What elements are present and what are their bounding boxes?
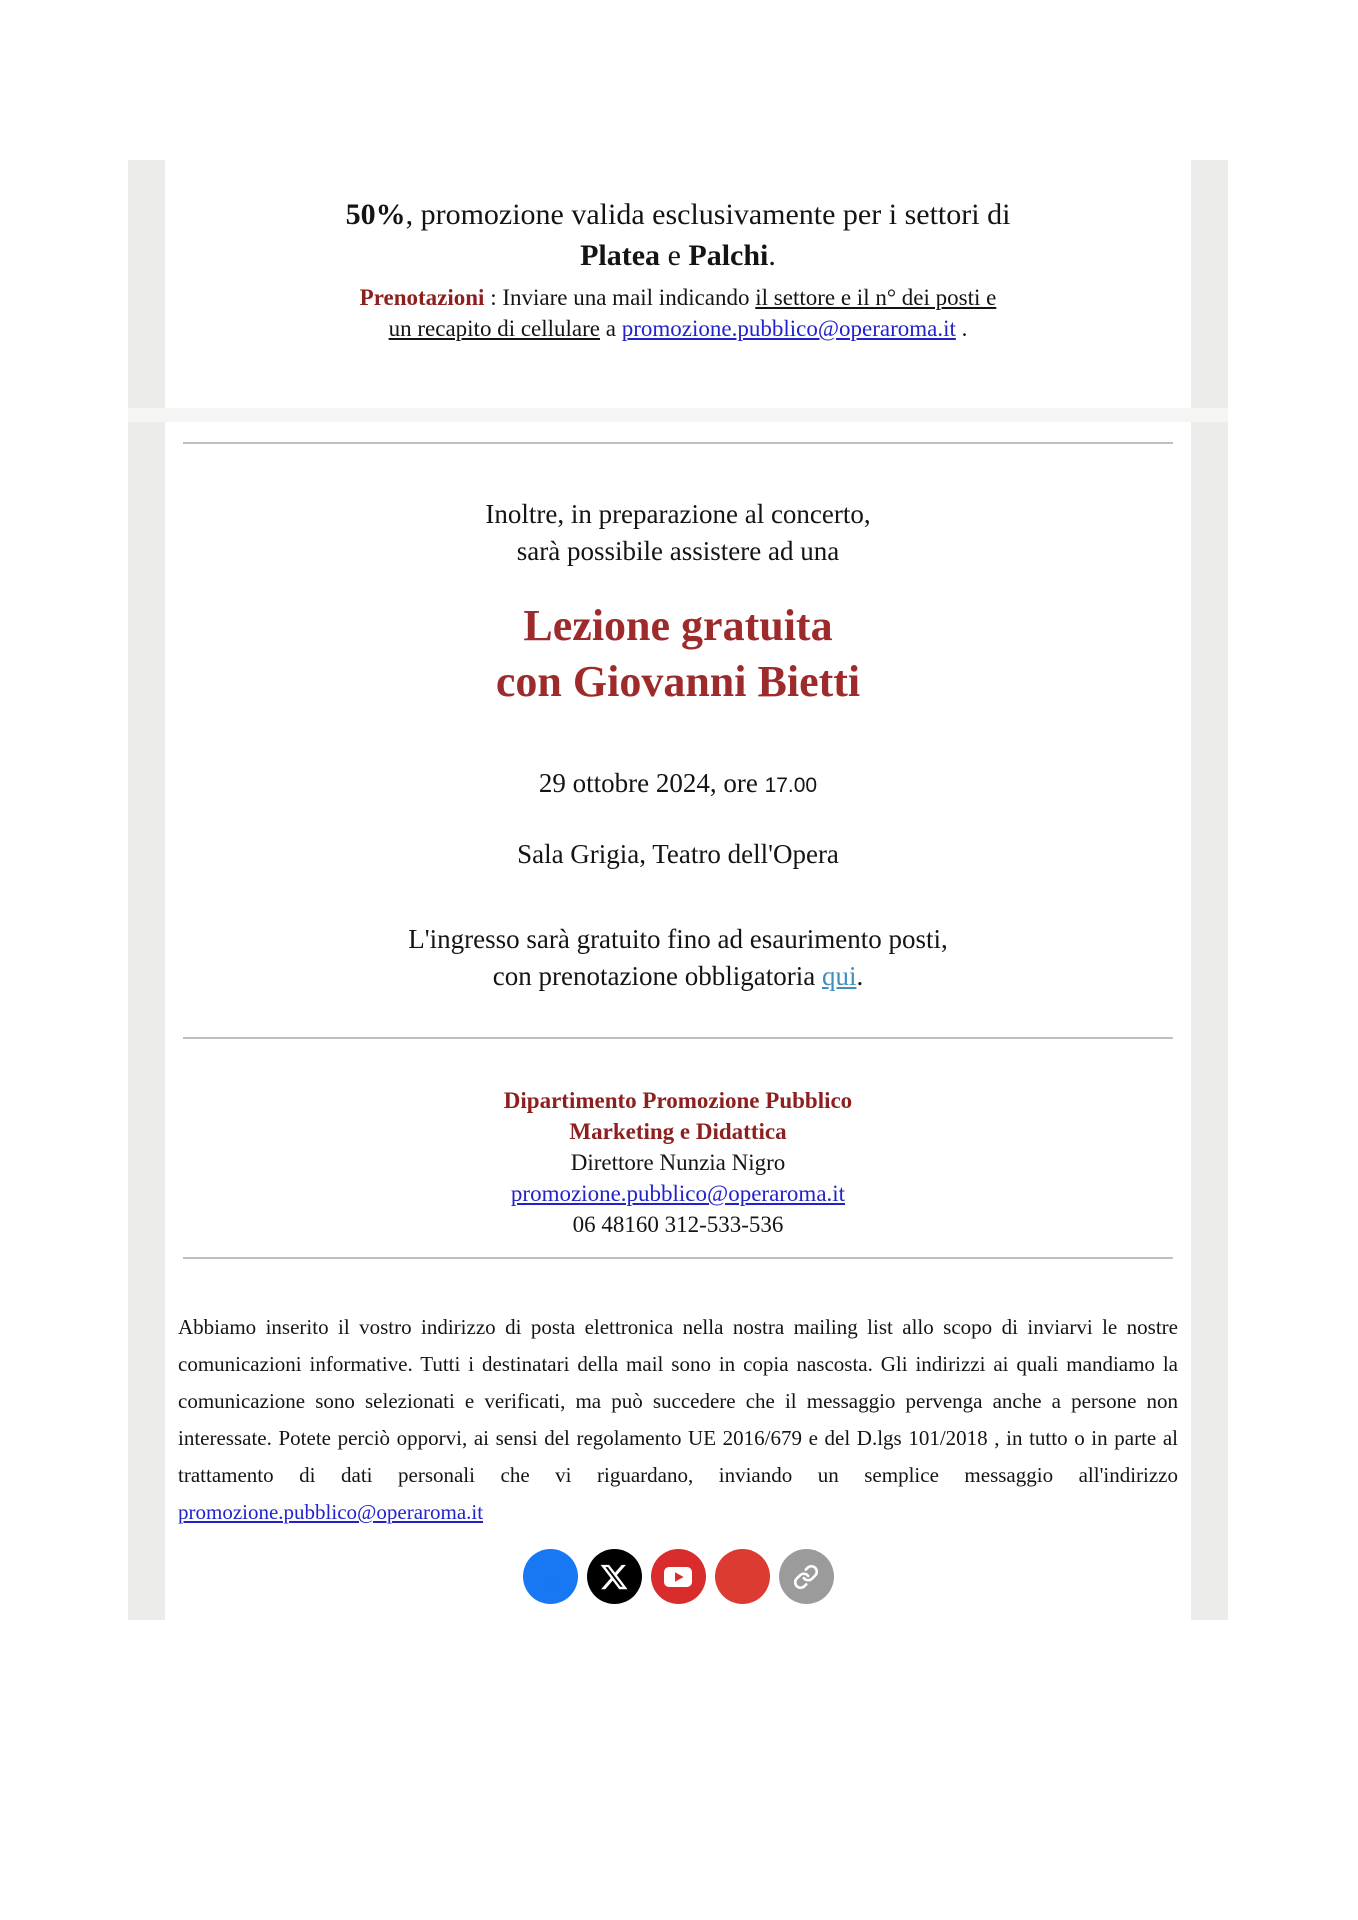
email-content-card: [165, 160, 1191, 1620]
privacy-email-link[interactable]: promozione.pubblico@operaroma.it: [178, 1500, 484, 1524]
booking-instructions: Prenotazioni : Inviare una mail indicando il settore e il n° dei posti e un recapito di cellulare a promozione.pubblico@operaroma.it .: [359, 285, 997, 341]
lecture-date: 29 ottobre 2024, ore 17.00: [538, 768, 818, 798]
department-phone: 06 48160 312-533-536: [572, 1212, 784, 1237]
divider-bottom: [183, 1257, 1173, 1259]
share-link-icon[interactable]: [779, 1549, 834, 1604]
booking-underlined-1: il settore e il n° dei posti e: [755, 285, 997, 310]
youtube-icon[interactable]: [651, 1549, 706, 1604]
privacy-disclaimer: Abbiamo inserito il vostro indirizzo di posta elettronica nella nostra mailing list allo scopo di inviarvi le nostre comunicazioni informative. Tutti i destinatari della mail sono in copia nascosta. Gli indirizzi ai quali mandiamo la comunicazione sono selezionati e verificati, ma può succedere che il messaggio pervenga anche a persone non interessate. Potete perciò opporvi, ai sensi del regolamento UE 2016/679 e del D.lgs 101/2018 , in tutto o in parte al trattamento di dati personali che vi riguardano, inviando un semplice messaggio all'indirizzo promozione.pubblico@operaroma.it: [178, 1315, 1178, 1524]
department-email-link[interactable]: promozione.pubblico@operaroma.it: [510, 1181, 846, 1206]
department-director: Direttore Nunzia Nigro: [570, 1150, 786, 1175]
facebook-icon[interactable]: f: [523, 1549, 578, 1604]
booking-email-link[interactable]: promozione.pubblico@operaroma.it: [621, 316, 956, 341]
lecture-time: 17.00: [764, 774, 818, 797]
x-twitter-icon[interactable]: [587, 1549, 642, 1604]
section-gap-band: [128, 408, 1228, 422]
reservation-link[interactable]: qui: [821, 961, 857, 991]
lecture-entry-info: L'ingresso sarà gratuito fino ad esaurimento posti, con prenotazione obbligatoria qui.: [408, 924, 948, 991]
social-icons-row: [165, 1549, 1191, 1620]
discount-value: 50%: [345, 198, 406, 231]
department-section: [165, 1039, 1191, 1257]
email-body-container: [128, 160, 1228, 1620]
chain-link-glyph: [793, 1564, 819, 1590]
youtube-play-glyph: [664, 1567, 692, 1587]
booking-label: Prenotazioni: [359, 285, 485, 310]
department-name-line2: Marketing e Didattica: [569, 1119, 787, 1144]
lecture-title: Lezione gratuita con Giovanni Bietti: [495, 601, 861, 706]
lecture-venue: Sala Grigia, Teatro dell'Opera: [517, 839, 839, 869]
sector-platea: Platea: [580, 239, 661, 272]
department-name-line1: Dipartimento Promozione Pubblico: [503, 1088, 853, 1113]
lecture-section: [165, 496, 1191, 1037]
divider-top: [183, 442, 1173, 444]
sector-palchi: Palchi: [688, 239, 769, 272]
promo-section: [165, 160, 1191, 408]
promo-headline: 50%, promozione valida esclusivamente per i settori di Platea e Palchi.: [345, 198, 1011, 272]
x-logo-glyph: [599, 1562, 629, 1592]
google-plus-icon[interactable]: G+: [715, 1549, 770, 1604]
booking-underlined-2: un recapito di cellulare: [388, 316, 600, 341]
lecture-intro: Inoltre, in preparazione al concerto, sarà possibile assistere ad una: [485, 499, 871, 566]
